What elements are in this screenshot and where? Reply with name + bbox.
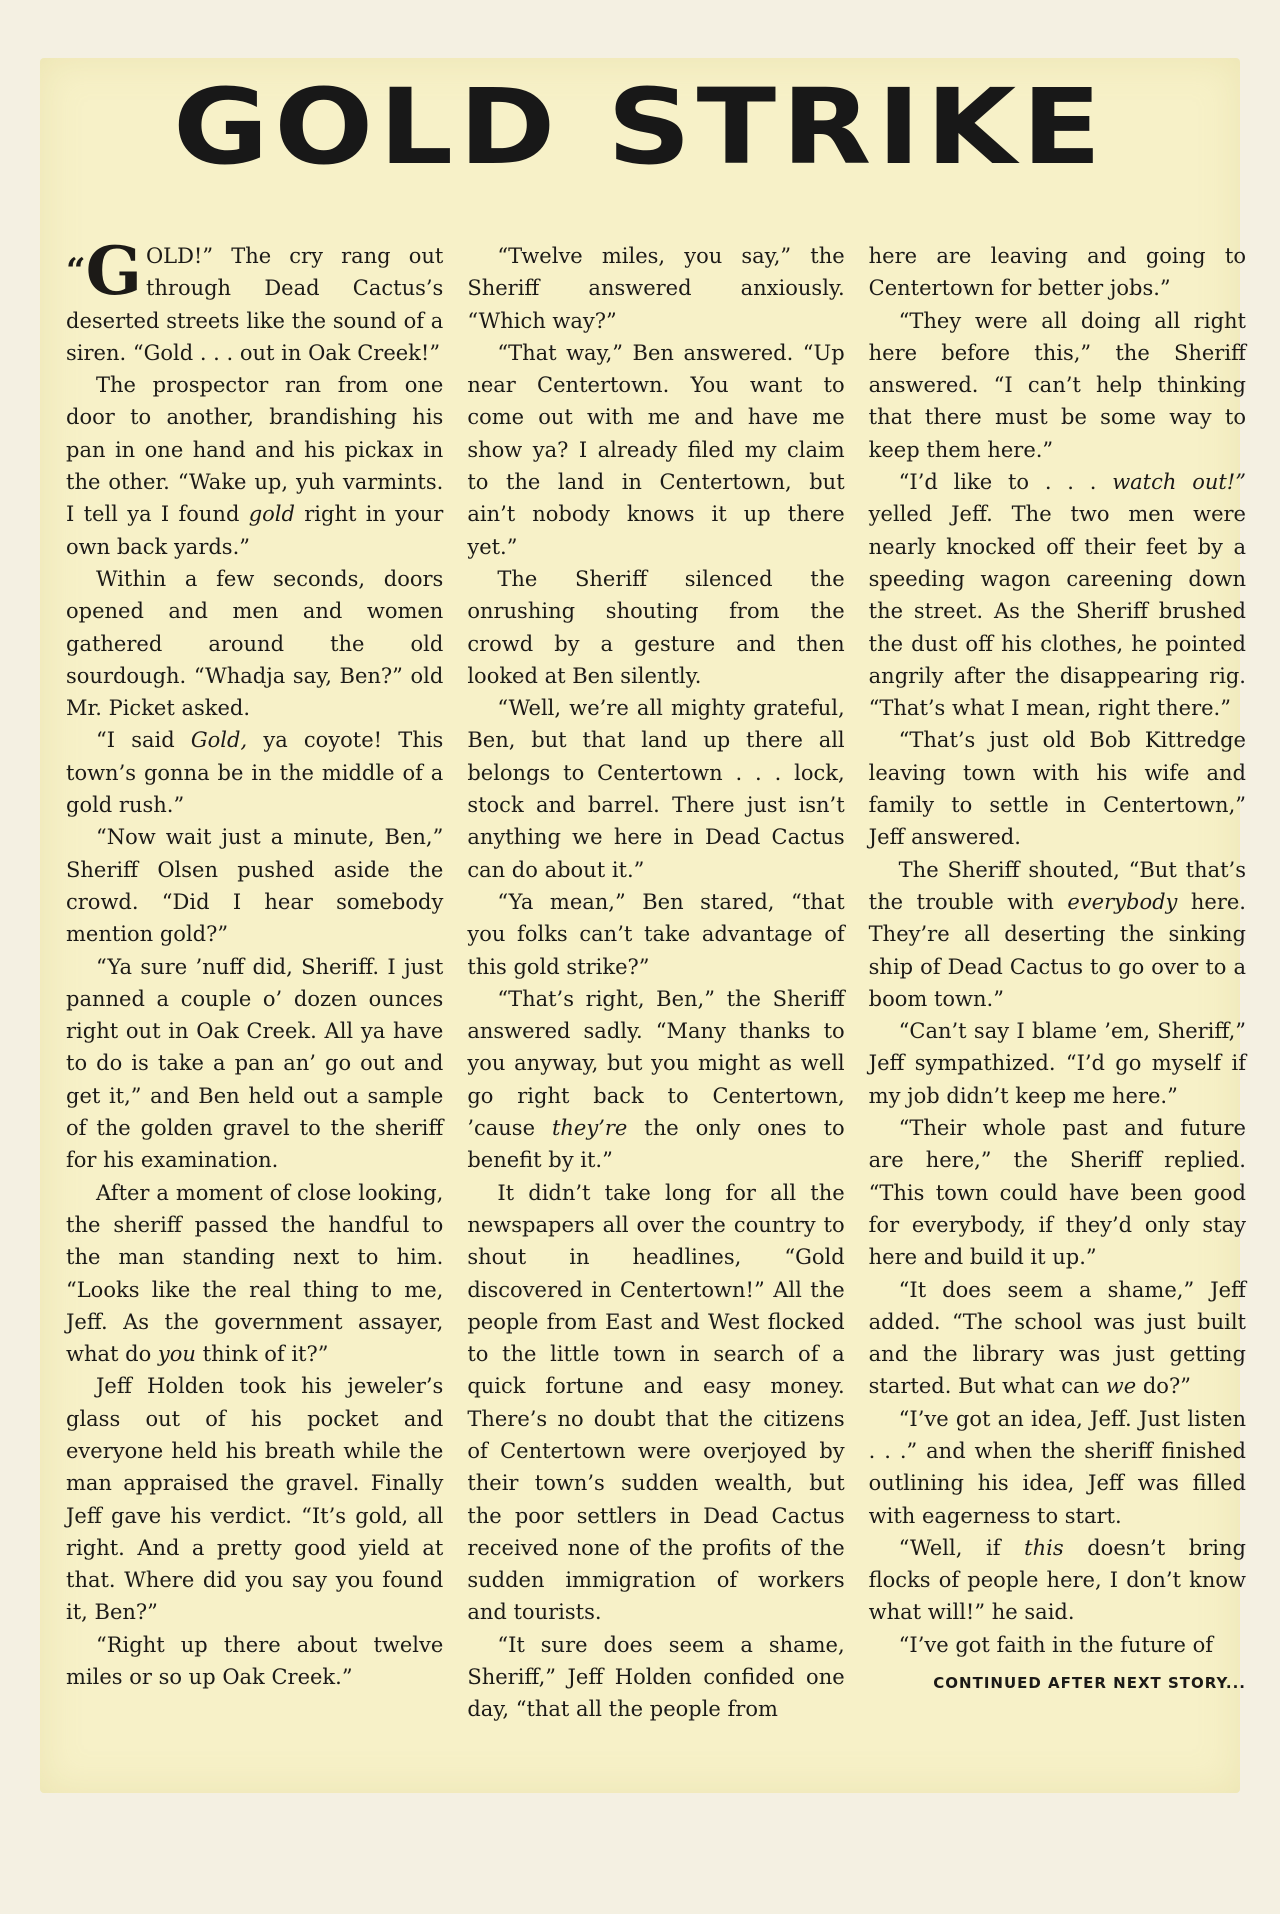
paragraph: “I’ve got an idea, Jeff. Just listen . . .” and when the sheriff finished outlining his idea, Jeff was filled with eagerness to start.: [868, 1406, 1246, 1528]
paragraph: here are leaving and going to Centertown for better jobs.”: [868, 244, 1246, 301]
continued-note: CONTINUED AFTER NEXT STORY...: [933, 1674, 1246, 1693]
story-title: GOLD STRIKE: [173, 66, 1107, 188]
text-columns: [66, 232, 1246, 1726]
paragraph: “Twelve miles, you say,” the Sheriff answered anxiously. “Which way?”: [467, 244, 845, 333]
paragraph: Jeff Holden took his jeweler’s glass out of his pocket and everyone held his breath while the man appraised the gravel. Finally Jeff gave his verdict. “It’s gold, all right. And a pretty good yield at that. Where did you say you found it, Ben?”: [66, 1374, 444, 1625]
paragraph: “G OLD!” The cry rang out through Dead Cactus’s deserted streets like the sound of a siren. “Gold . . . out in Oak Creek!”: [66, 232, 444, 365]
paragraph: “Now wait just a minute, Ben,” Sheriff Olsen pushed aside the crowd. “Did I hear somebody mention gold?”: [66, 825, 444, 947]
paragraph: “I’d like to . . . watch out!” yelled Jeff. The two men were nearly knocked off their feet by a speeding wagon careening down the street. As the Sheriff brushed the dust off his clothes, he pointed angrily after the disappearing rig. “That’s what I mean, right there.”: [868, 470, 1246, 721]
paragraph: “Ya mean,” Ben stared, “that you folks can’t take advantage of this gold strike?”: [467, 889, 845, 979]
column-1: [66, 232, 444, 1726]
paragraph: The Sheriff silenced the onrushing shouting from the crowd by a gesture and then looked at Ben silently.: [467, 566, 845, 688]
column-3: [869, 240, 1246, 1726]
paragraph: “They were all doing all right here before this,” the Sheriff answered. “I can’t help thinking that there must be some way to keep them here.”: [868, 308, 1246, 462]
paragraph: The Sheriff shouted, “But that’s the trouble with everybody here. They’re all deserting the sinking ship of Dead Cactus to go over to a boom town.”: [868, 857, 1246, 1011]
drop-cap: “G: [66, 232, 142, 310]
paragraph: “Right up there about twelve miles or so up Oak Creek.”: [66, 1632, 444, 1690]
paragraph: “Well, if this doesn’t bring flocks of people here, I don’t know what will!” he said.: [868, 1535, 1246, 1625]
paragraph: The prospector ran from one door to another, brandishing his pan in one hand and his pickax in the other. “Wake up, yuh varmints. I tell ya I found gold right in your own back yards.”: [66, 373, 444, 559]
paragraph: “That’s just old Bob Kittredge leaving town with his wife and family to settle in Centertown,” Jeff answered.: [868, 728, 1246, 850]
paragraph: “I’ve got faith in the future of: [898, 1632, 1213, 1657]
paragraph: It didn’t take long for all the newspapers all over the country to shout in headlines, “Gold discovered in Centertown!” All the people from East and West flocked to the little town in search of a quick fortune and easy money. There’s no doubt that the citizens of Centertown were overjoyed by their town’s sudden wealth, but the poor settlers in Dead Cactus received none of the profits of the sudden immigration of workers and tourists.: [467, 1180, 845, 1625]
paragraph: “That’s right, Ben,” the Sheriff answered sadly. “Many thanks to you anyway, but you might as well go right back to Centertown, ’cause they’re the only ones to benefit by it.”: [467, 986, 845, 1173]
paragraph: After a moment of close looking, the sheriff passed the handful to the man standing next to him. “Looks like the real thing to me, Jeff. As the government assayer, what do you think of it?”: [66, 1180, 444, 1367]
paragraph: “Their whole past and future are here,” the Sheriff replied. “This town could have been good for everybody, if they’d only stay here and build it up.”: [868, 1116, 1246, 1270]
paragraph: Within a few seconds, doors opened and men and women gathered around the old sourdough. “Whadja say, Ben?” old Mr. Picket asked.: [66, 566, 444, 721]
paragraph: “Can’t say I blame ’em, Sheriff,” Jeff sympathized. “I’d go myself if my job didn’t keep me here.”: [868, 1019, 1246, 1108]
column-2: [467, 240, 844, 1726]
paragraph: “Ya sure ’nuff did, Sheriff. I just panned a couple o’ dozen ounces right out in Oak Creek. All ya have to do is take a pan an’ go out and get it,” and Ben held out a sample of the golden gravel to the sheriff for his examination.: [66, 954, 444, 1173]
paragraph: “It does seem a shame,” Jeff added. “The school was just built and the library was just getting started. But what can we do?”: [868, 1277, 1246, 1399]
paragraph: “It sure does seem a shame, Sheriff,” Jeff Holden confided one day, “that all the people from: [467, 1632, 845, 1722]
paragraph: “That way,” Ben answered. “Up near Centertown. You want to come out with me and have me show ya? I already filed my claim to the land in Centertown, but ain’t nobody knows it up there yet.”: [467, 340, 845, 559]
story-panel: [40, 58, 1246, 1793]
paragraph: “I said Gold, ya coyote! This town’s gonna be in the middle of a gold rush.”: [66, 728, 444, 818]
paragraph: “Well, we’re all mighty grateful, Ben, but that land up there all belongs to Centertown . . . lock, stock and barrel. There just isn’t anything we here in Dead Cactus can do about it.”: [467, 696, 845, 882]
